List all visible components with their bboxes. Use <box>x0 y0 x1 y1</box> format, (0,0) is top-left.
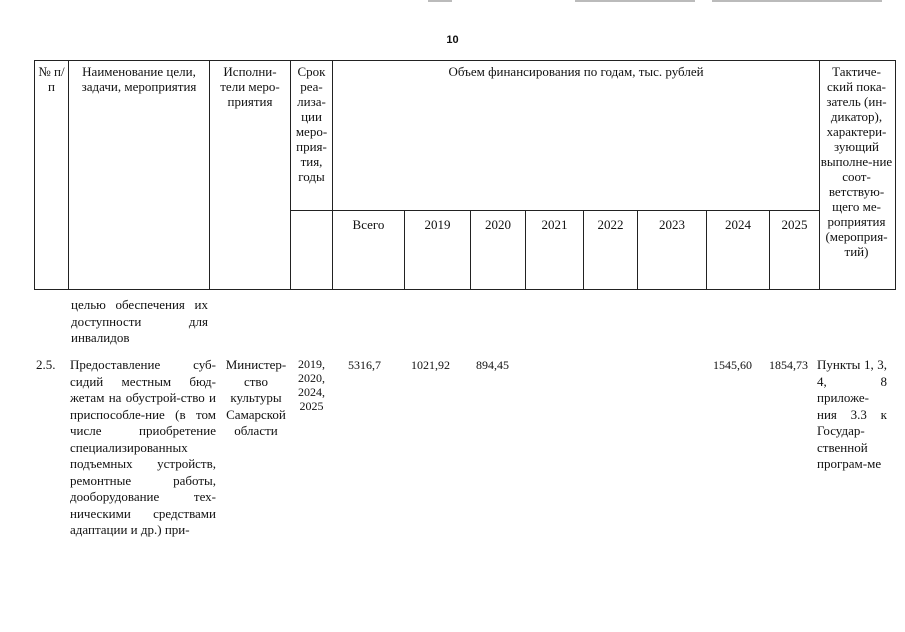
row-executor: Министер-ство культуры Самарской области <box>225 357 287 438</box>
header-year-2019: 2019 <box>405 211 471 290</box>
financing-table-header <box>34 60 896 290</box>
header-financing: Объем финансирования по годам, тыс. рублей <box>333 61 820 211</box>
row-number: 2.5. <box>36 357 56 372</box>
row-value-2019: 1021,92 <box>411 358 450 372</box>
header-number: № п/п <box>35 61 69 290</box>
header-name: Наименование цели, задачи, мероприятия <box>69 61 210 290</box>
header-total: Всего <box>333 211 405 290</box>
header-indicator: Тактиче-ский пока-затель (ин-дикатор), характери-зующий выполне-ние соот-ветствую-щего ме-роприятия (мероприя-тий) <box>820 61 896 290</box>
header-term: Срок реа-лиза-ции меро-прия-тия, годы <box>291 61 333 211</box>
header-term-empty <box>291 211 333 290</box>
row-term: 2019, 2020, 2024, 2025 <box>298 357 325 413</box>
header-year-2021: 2021 <box>526 211 584 290</box>
header-year-2024: 2024 <box>707 211 770 290</box>
scan-artifact <box>712 0 882 2</box>
row-total: 5316,7 <box>348 358 381 372</box>
row-indicator: Пункты 1, 3, 4, 8 приложе-ния 3.3 к Государ-ственной програм-ме <box>817 357 887 471</box>
scan-artifact <box>575 0 695 2</box>
header-year-2022: 2022 <box>584 211 638 290</box>
page-number: 10 <box>446 34 459 46</box>
header-year-2023: 2023 <box>638 211 707 290</box>
row-value-2025: 1854,73 <box>769 358 808 372</box>
row-name: Предоставление суб-сидий местным бюд-жетам на обустрой-ство и приспособле-ние (в том числе приобретение специализированных подъемных устройств, ремонтные работы, дооборудование тех-ническими средствами адаптации и др.) при- <box>70 357 216 537</box>
row-value-2020: 894,45 <box>476 358 509 372</box>
header-executor: Исполни-тели меро-приятия <box>210 61 291 290</box>
header-year-2020: 2020 <box>471 211 526 290</box>
row-value-2024: 1545,60 <box>713 358 752 372</box>
continuation-text: целью обеспечения их доступности для инвалидов <box>71 297 208 345</box>
header-year-2025: 2025 <box>770 211 820 290</box>
scan-artifact <box>428 0 452 2</box>
